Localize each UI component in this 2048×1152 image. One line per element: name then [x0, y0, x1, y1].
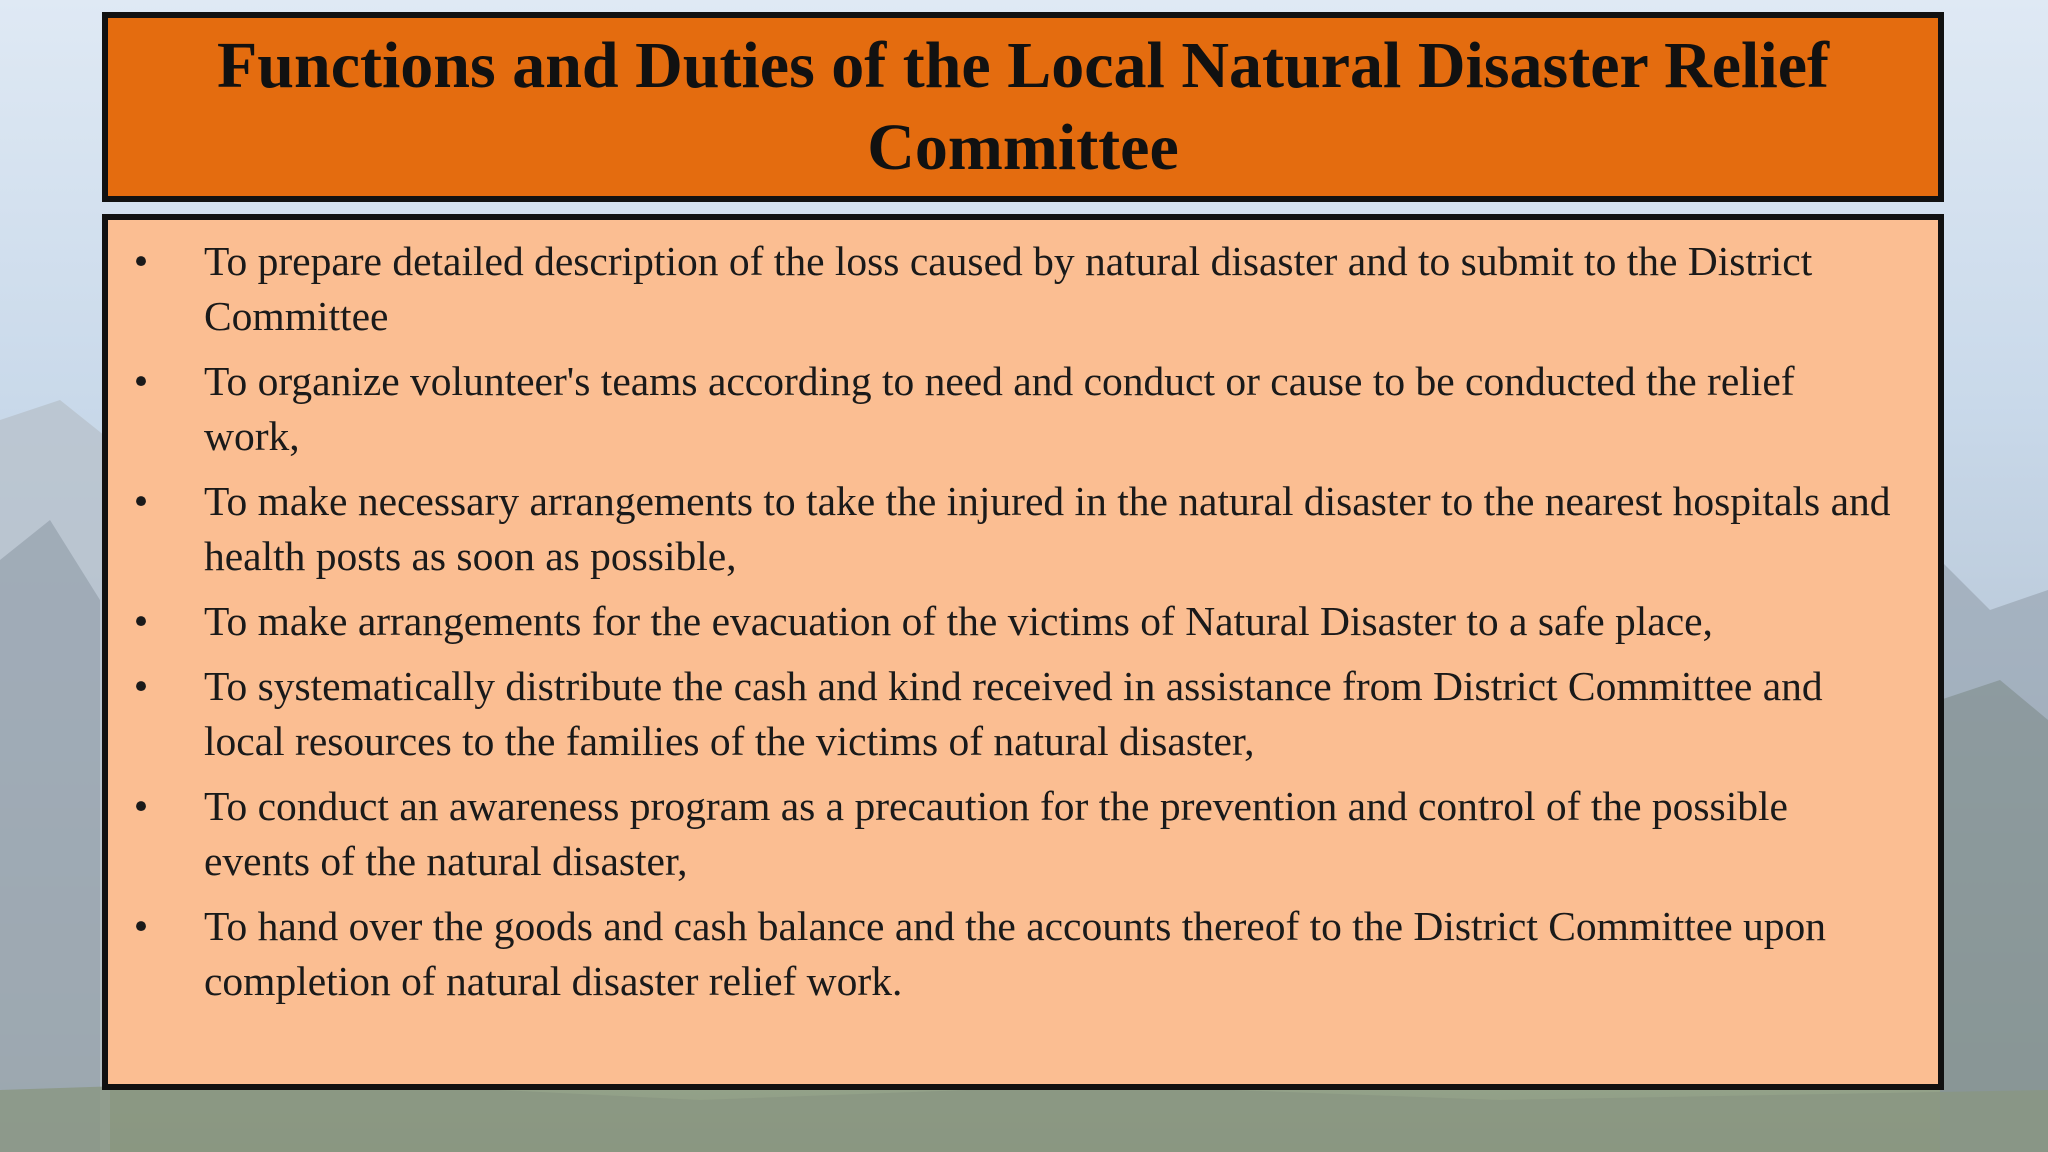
slide-title: Functions and Duties of the Local Natural Disaster Relief Committee [216, 29, 1830, 184]
list-item [108, 779, 1898, 889]
bullet-icon: • [133, 663, 149, 709]
duties-list [108, 234, 1898, 1009]
bullet-icon: • [133, 598, 149, 644]
list-item [108, 234, 1898, 344]
bullet-icon: • [133, 478, 149, 524]
list-item [108, 899, 1898, 1009]
duty-text: To systematically distribute the cash and kind received in assistance from District Committee and local resources to the families of the victims of natural disaster, [204, 663, 1823, 764]
duties-panel [102, 214, 1944, 1090]
bullet-icon: • [133, 903, 149, 949]
duty-text: To make arrangements for the evacuation of the victims of Natural Disaster to a safe place, [204, 598, 1713, 644]
bullet-icon: • [133, 358, 149, 404]
list-item [108, 659, 1898, 769]
list-item [108, 474, 1898, 584]
title-banner [102, 12, 1944, 202]
bullet-icon: • [133, 238, 149, 284]
duty-text: To make necessary arrangements to take the injured in the natural disaster to the nearest hospitals and health posts as soon as possible, [204, 478, 1891, 579]
bullet-icon: • [133, 783, 149, 829]
list-item [108, 594, 1898, 649]
duty-text: To conduct an awareness program as a precaution for the prevention and control of the possible events of the natural disaster, [204, 783, 1788, 884]
duty-text: To prepare detailed description of the loss caused by natural disaster and to submit to the District Committee [204, 238, 1813, 339]
duty-text: To hand over the goods and cash balance and the accounts thereof to the District Committee upon completion of natural disaster relief work. [204, 903, 1827, 1004]
duty-text: To organize volunteer's teams according to need and conduct or cause to be conducted the relief work, [204, 358, 1795, 459]
list-item [108, 354, 1898, 464]
